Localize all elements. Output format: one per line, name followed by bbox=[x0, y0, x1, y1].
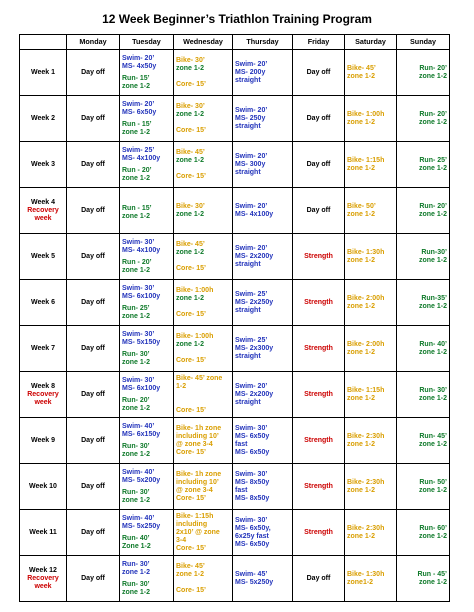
header-row bbox=[20, 35, 450, 50]
tuesday-swim-text: Run- 30’ zone 1-2 bbox=[122, 560, 151, 576]
thursday-swim-text: Swim- 30’ MS- 8x50y fast MS- 8x50y bbox=[235, 470, 270, 502]
recovery-label: Recovery week bbox=[27, 574, 59, 590]
table-row bbox=[20, 464, 450, 510]
week-cell bbox=[20, 96, 67, 142]
table-row bbox=[20, 556, 450, 602]
tuesday-cell bbox=[120, 50, 174, 96]
week-label: Week 2 bbox=[31, 114, 55, 122]
table-row bbox=[20, 418, 450, 464]
thursday-cell bbox=[233, 280, 293, 326]
wednesday-bike-text: Bike- 30’ bbox=[176, 202, 205, 210]
tuesday-swim-text: Swim- 40’ MS- 5x250y bbox=[122, 514, 161, 530]
training-schedule-table bbox=[19, 34, 450, 602]
wednesday-bike-text: Bike- 1h zone including 10’ @ zone 3-4 bbox=[176, 470, 222, 494]
monday-cell bbox=[67, 372, 120, 418]
tuesday-cell bbox=[120, 326, 174, 372]
week-cell bbox=[20, 326, 67, 372]
saturday-bike-text: Bike- 50’ zone 1-2 bbox=[347, 202, 376, 218]
thursday-swim-text: Swim- 20’ MS- 4x100y bbox=[235, 202, 274, 218]
thursday-cell bbox=[233, 96, 293, 142]
header-cell-sunday: Sunday bbox=[397, 35, 450, 50]
saturday-cell bbox=[345, 234, 397, 280]
week-cell bbox=[20, 188, 67, 234]
week-label: Week 1 bbox=[31, 68, 55, 76]
sunday-run-text: Run - 45’ zone 1-2 bbox=[417, 570, 447, 586]
saturday-cell bbox=[345, 510, 397, 556]
wednesday-cell bbox=[174, 326, 233, 372]
tuesday-run-text: Run - 20’ zone 1-2 bbox=[122, 258, 152, 274]
saturday-bike-text: Bike- 1:30h zone1-2 bbox=[347, 570, 385, 586]
monday-text: Day off bbox=[81, 252, 105, 260]
week-label: Week 6 bbox=[31, 298, 55, 306]
wednesday-core-text: Core- 15’ bbox=[176, 586, 206, 594]
tuesday-swim-text: Swim- 30’ MS- 6x100y bbox=[122, 284, 161, 300]
table-row bbox=[20, 326, 450, 372]
thursday-cell bbox=[233, 510, 293, 556]
header-cell-thursday: Thursday bbox=[233, 35, 293, 50]
sunday-cell bbox=[397, 556, 450, 602]
wednesday-core-text: zone 1-2 Core- 15’ bbox=[176, 248, 206, 272]
friday-text: Day off bbox=[306, 206, 331, 214]
thursday-swim-text: Swim- 25’ MS- 2x300y straight bbox=[235, 336, 274, 360]
table-row bbox=[20, 96, 450, 142]
saturday-bike-text: Bike- 1:15h zone 1-2 bbox=[347, 156, 385, 172]
tuesday-run-text: Run - 15’ zone 1-2 bbox=[122, 120, 152, 136]
sunday-cell bbox=[397, 280, 450, 326]
wednesday-bike-text: Bike- 1h zone including 10’ @ zone 3-4 bbox=[176, 424, 222, 448]
week-cell bbox=[20, 142, 67, 188]
friday-cell bbox=[293, 510, 345, 556]
thursday-cell bbox=[233, 188, 293, 234]
tuesday-cell bbox=[120, 510, 174, 556]
friday-text: Day off bbox=[306, 160, 331, 168]
friday-text: Day off bbox=[306, 68, 331, 76]
thursday-cell bbox=[233, 50, 293, 96]
sunday-run-text: Run-30’ zone 1-2 bbox=[418, 248, 447, 264]
sunday-cell bbox=[397, 234, 450, 280]
tuesday-run-text: Run- 30’ zone 1-2 bbox=[122, 488, 151, 504]
wednesday-core-text: zone 1-2 Core- 15’ bbox=[176, 294, 206, 318]
tuesday-swim-text: Swim- 20’ MS- 6x50y bbox=[122, 100, 157, 116]
saturday-bike-text: Bike- 2:30h zone 1-2 bbox=[347, 432, 385, 448]
monday-text: Day off bbox=[81, 390, 105, 398]
sunday-run-text: Run- 20’ zone 1-2 bbox=[418, 202, 447, 218]
sunday-cell bbox=[397, 464, 450, 510]
saturday-cell bbox=[345, 142, 397, 188]
monday-text: Day off bbox=[81, 344, 105, 352]
monday-cell bbox=[67, 556, 120, 602]
friday-cell bbox=[293, 418, 345, 464]
monday-text: Day off bbox=[81, 574, 105, 582]
sunday-run-text: Run- 60’ zone 1-2 bbox=[418, 524, 447, 540]
wednesday-bike-text: Bike- 1:15h including 2x10’ @ zone 3-4 bbox=[176, 512, 220, 544]
monday-cell bbox=[67, 418, 120, 464]
monday-text: Day off bbox=[81, 68, 105, 76]
tuesday-swim-text: Swim- 30’ MS- 5x150y bbox=[122, 330, 161, 346]
wednesday-bike-text: Bike- 45’ bbox=[176, 240, 205, 248]
monday-cell bbox=[67, 188, 120, 234]
monday-text: Day off bbox=[81, 206, 105, 214]
tuesday-run-text: Run- 15’ zone 1-2 bbox=[122, 74, 151, 90]
header-cell-friday: Friday bbox=[293, 35, 345, 50]
friday-cell bbox=[293, 50, 345, 96]
saturday-cell bbox=[345, 326, 397, 372]
recovery-label: Recovery week bbox=[27, 390, 59, 406]
table-row bbox=[20, 50, 450, 96]
monday-text: Day off bbox=[81, 436, 105, 444]
sunday-run-text: Run- 20’ zone 1-2 bbox=[418, 64, 447, 80]
wednesday-cell bbox=[174, 96, 233, 142]
friday-cell bbox=[293, 188, 345, 234]
sunday-run-text: Run- 50’ zone 1-2 bbox=[418, 478, 447, 494]
tuesday-swim-text: Swim- 40’ MS- 6x150y bbox=[122, 422, 161, 438]
sunday-cell bbox=[397, 188, 450, 234]
saturday-cell bbox=[345, 556, 397, 602]
saturday-bike-text: Bike- 45’ zone 1-2 bbox=[347, 64, 376, 80]
sunday-run-text: Run- 25’ zone 1-2 bbox=[418, 156, 447, 172]
week-label: Week 4 bbox=[31, 198, 55, 206]
monday-text: Day off bbox=[81, 528, 105, 536]
friday-text: Strength bbox=[304, 344, 333, 352]
week-label: Week 9 bbox=[31, 436, 55, 444]
thursday-cell bbox=[233, 556, 293, 602]
monday-text: Day off bbox=[81, 160, 105, 168]
tuesday-cell bbox=[120, 96, 174, 142]
sunday-cell bbox=[397, 326, 450, 372]
thursday-swim-text: Swim- 25’ MS- 2x250y straight bbox=[235, 290, 274, 314]
week-cell bbox=[20, 464, 67, 510]
wednesday-core-text: zone 1-2 bbox=[176, 210, 205, 218]
thursday-cell bbox=[233, 326, 293, 372]
wednesday-cell bbox=[174, 510, 233, 556]
saturday-bike-text: Bike- 1:30h zone 1-2 bbox=[347, 248, 385, 264]
tuesday-cell bbox=[120, 372, 174, 418]
thursday-cell bbox=[233, 234, 293, 280]
header-cell-week bbox=[20, 35, 67, 50]
thursday-swim-text: Swim- 20’ MS- 250y straight bbox=[235, 106, 268, 130]
wednesday-bike-text: Bike- 45’ bbox=[176, 148, 205, 156]
friday-cell bbox=[293, 142, 345, 188]
thursday-cell bbox=[233, 142, 293, 188]
tuesday-run-text: Run- 30’ zone 1-2 bbox=[122, 580, 151, 596]
thursday-cell bbox=[233, 372, 293, 418]
week-label: Week 5 bbox=[31, 252, 55, 260]
table-row bbox=[20, 372, 450, 418]
wednesday-core-text: Core- 15’ bbox=[176, 448, 206, 456]
wednesday-core-text: zone 1-2 Core- 15’ bbox=[176, 110, 206, 134]
sunday-cell bbox=[397, 50, 450, 96]
monday-cell bbox=[67, 142, 120, 188]
monday-cell bbox=[67, 50, 120, 96]
week-label: Week 10 bbox=[29, 482, 57, 490]
wednesday-core-text: zone 1-2 Core- 15’ bbox=[176, 156, 206, 180]
header-cell-monday: Monday bbox=[67, 35, 120, 50]
tuesday-run-text: Run- 30’ zone 1-2 bbox=[122, 350, 151, 366]
tuesday-cell bbox=[120, 234, 174, 280]
friday-cell bbox=[293, 372, 345, 418]
header-cell-wednesday: Wednesday bbox=[174, 35, 233, 50]
monday-cell bbox=[67, 326, 120, 372]
week-cell bbox=[20, 234, 67, 280]
thursday-swim-text: Swim- 20’ MS- 300y straight bbox=[235, 152, 268, 176]
wednesday-bike-text: Bike- 1:00h bbox=[176, 286, 214, 294]
saturday-cell bbox=[345, 280, 397, 326]
monday-text: Day off bbox=[81, 482, 105, 490]
friday-text: Day off bbox=[306, 574, 331, 582]
tuesday-run-text: Run- 30’ zone 1-2 bbox=[122, 442, 151, 458]
thursday-swim-text: Swim- 20’ MS- 200y straight bbox=[235, 60, 268, 84]
tuesday-swim-text: Swim- 20’ MS- 4x50y bbox=[122, 54, 157, 70]
table-row bbox=[20, 510, 450, 556]
table-row bbox=[20, 280, 450, 326]
week-label: Week 11 bbox=[29, 528, 57, 536]
week-label: Week 12 bbox=[29, 566, 57, 574]
saturday-bike-text: Bike- 2:30h zone 1-2 bbox=[347, 478, 385, 494]
tuesday-cell bbox=[120, 280, 174, 326]
monday-cell bbox=[67, 280, 120, 326]
tuesday-run-text: Run- 20’ zone 1-2 bbox=[122, 396, 151, 412]
wednesday-cell bbox=[174, 50, 233, 96]
friday-text: Strength bbox=[304, 436, 333, 444]
saturday-cell bbox=[345, 418, 397, 464]
sunday-run-text: Run- 45’ zone 1-2 bbox=[418, 432, 447, 448]
friday-cell bbox=[293, 96, 345, 142]
friday-cell bbox=[293, 464, 345, 510]
wednesday-core-text: zone 1-2 Core- 15’ bbox=[176, 340, 206, 364]
sunday-run-text: Run- 30’ zone 1-2 bbox=[418, 386, 447, 402]
table-row bbox=[20, 142, 450, 188]
wednesday-cell bbox=[174, 234, 233, 280]
tuesday-cell bbox=[120, 418, 174, 464]
friday-text: Strength bbox=[304, 252, 333, 260]
week-cell bbox=[20, 510, 67, 556]
thursday-swim-text: Swim- 30’ MS- 6x50y fast MS- 6x50y bbox=[235, 424, 270, 456]
wednesday-core-text: Core- 15’ bbox=[176, 544, 206, 552]
monday-text: Day off bbox=[81, 114, 105, 122]
tuesday-swim-text: Swim- 30’ MS- 4x100y bbox=[122, 238, 161, 254]
friday-cell bbox=[293, 556, 345, 602]
week-cell bbox=[20, 280, 67, 326]
wednesday-core-text: Core- 15’ bbox=[176, 406, 206, 414]
tuesday-cell bbox=[120, 188, 174, 234]
monday-text: Day off bbox=[81, 298, 105, 306]
tuesday-run-text: Run - 15’ zone 1-2 bbox=[122, 204, 152, 220]
tuesday-run-text: Run- 40’ Zone 1-2 bbox=[122, 534, 151, 550]
saturday-bike-text: Bike- 2:00h zone 1-2 bbox=[347, 294, 385, 310]
saturday-bike-text: Bike- 2:30h zone 1-2 bbox=[347, 524, 385, 540]
tuesday-swim-text: Swim- 30’ MS- 6x100y bbox=[122, 376, 161, 392]
recovery-label: Recovery week bbox=[27, 206, 59, 222]
week-cell bbox=[20, 418, 67, 464]
wednesday-bike-text: Bike- 30’ bbox=[176, 102, 205, 110]
week-cell bbox=[20, 50, 67, 96]
friday-text: Strength bbox=[304, 390, 333, 398]
table-row bbox=[20, 234, 450, 280]
thursday-cell bbox=[233, 418, 293, 464]
thursday-swim-text: Swim- 20’ MS- 2x200y straight bbox=[235, 244, 274, 268]
tuesday-run-text: Run- 25’ zone 1-2 bbox=[122, 304, 151, 320]
sunday-run-text: Run- 20’ zone 1-2 bbox=[418, 110, 447, 126]
monday-cell bbox=[67, 464, 120, 510]
wednesday-cell bbox=[174, 280, 233, 326]
saturday-cell bbox=[345, 372, 397, 418]
wednesday-cell bbox=[174, 418, 233, 464]
tuesday-swim-text: Swim- 25’ MS- 4x100y bbox=[122, 146, 161, 162]
friday-text: Strength bbox=[304, 482, 333, 490]
page-title: 12 Week Beginner’s Triathlon Training Program bbox=[102, 12, 372, 26]
week-label: Week 3 bbox=[31, 160, 55, 168]
saturday-bike-text: Bike- 1:00h zone 1-2 bbox=[347, 110, 385, 126]
friday-text: Strength bbox=[304, 298, 333, 306]
tuesday-cell bbox=[120, 556, 174, 602]
saturday-cell bbox=[345, 96, 397, 142]
wednesday-cell bbox=[174, 464, 233, 510]
tuesday-swim-text: Swim- 40’ MS- 5x200y bbox=[122, 468, 161, 484]
friday-cell bbox=[293, 326, 345, 372]
sunday-run-text: Run-35’ zone 1-2 bbox=[418, 294, 447, 310]
sunday-cell bbox=[397, 142, 450, 188]
saturday-bike-text: Bike- 2:00h zone 1-2 bbox=[347, 340, 385, 356]
wednesday-cell bbox=[174, 188, 233, 234]
wednesday-core-text: zone 1-2 Core- 15’ bbox=[176, 64, 206, 88]
wednesday-cell bbox=[174, 556, 233, 602]
wednesday-core-text: Core- 15’ bbox=[176, 494, 206, 502]
sunday-cell bbox=[397, 96, 450, 142]
saturday-cell bbox=[345, 464, 397, 510]
friday-text: Day off bbox=[306, 114, 331, 122]
sunday-cell bbox=[397, 418, 450, 464]
friday-text: Strength bbox=[304, 528, 333, 536]
friday-cell bbox=[293, 280, 345, 326]
week-cell bbox=[20, 556, 67, 602]
tuesday-cell bbox=[120, 142, 174, 188]
monday-cell bbox=[67, 96, 120, 142]
wednesday-bike-text: Bike- 1:00h bbox=[176, 332, 214, 340]
saturday-cell bbox=[345, 188, 397, 234]
monday-cell bbox=[67, 234, 120, 280]
header-cell-tuesday: Tuesday bbox=[120, 35, 174, 50]
week-label: Week 7 bbox=[31, 344, 55, 352]
thursday-swim-text: Swim- 45’ MS- 5x250y bbox=[235, 570, 274, 586]
saturday-bike-text: Bike- 1:15h zone 1-2 bbox=[347, 386, 385, 402]
wednesday-cell bbox=[174, 142, 233, 188]
tuesday-run-text: Run - 20’ zone 1-2 bbox=[122, 166, 152, 182]
sunday-cell bbox=[397, 510, 450, 556]
sunday-cell bbox=[397, 372, 450, 418]
saturday-cell bbox=[345, 50, 397, 96]
friday-cell bbox=[293, 234, 345, 280]
thursday-swim-text: Swim- 20’ MS- 2x200y straight bbox=[235, 382, 274, 406]
wednesday-bike-text: Bike- 30’ bbox=[176, 56, 205, 64]
tuesday-cell bbox=[120, 464, 174, 510]
wednesday-bike-text: Bike- 45’ zone 1-2 bbox=[176, 374, 223, 390]
monday-cell bbox=[67, 510, 120, 556]
sunday-run-text: Run- 40’ zone 1-2 bbox=[418, 340, 447, 356]
wednesday-bike-text: Bike- 45’ zone 1-2 bbox=[176, 562, 205, 578]
week-cell bbox=[20, 372, 67, 418]
header-cell-saturday: Saturday bbox=[345, 35, 397, 50]
thursday-cell bbox=[233, 464, 293, 510]
wednesday-cell bbox=[174, 372, 233, 418]
week-label: Week 8 bbox=[31, 382, 55, 390]
thursday-swim-text: Swim- 30’ MS- 6x50y, 6x25y fast MS- 6x50y bbox=[235, 516, 271, 548]
table-row bbox=[20, 188, 450, 234]
